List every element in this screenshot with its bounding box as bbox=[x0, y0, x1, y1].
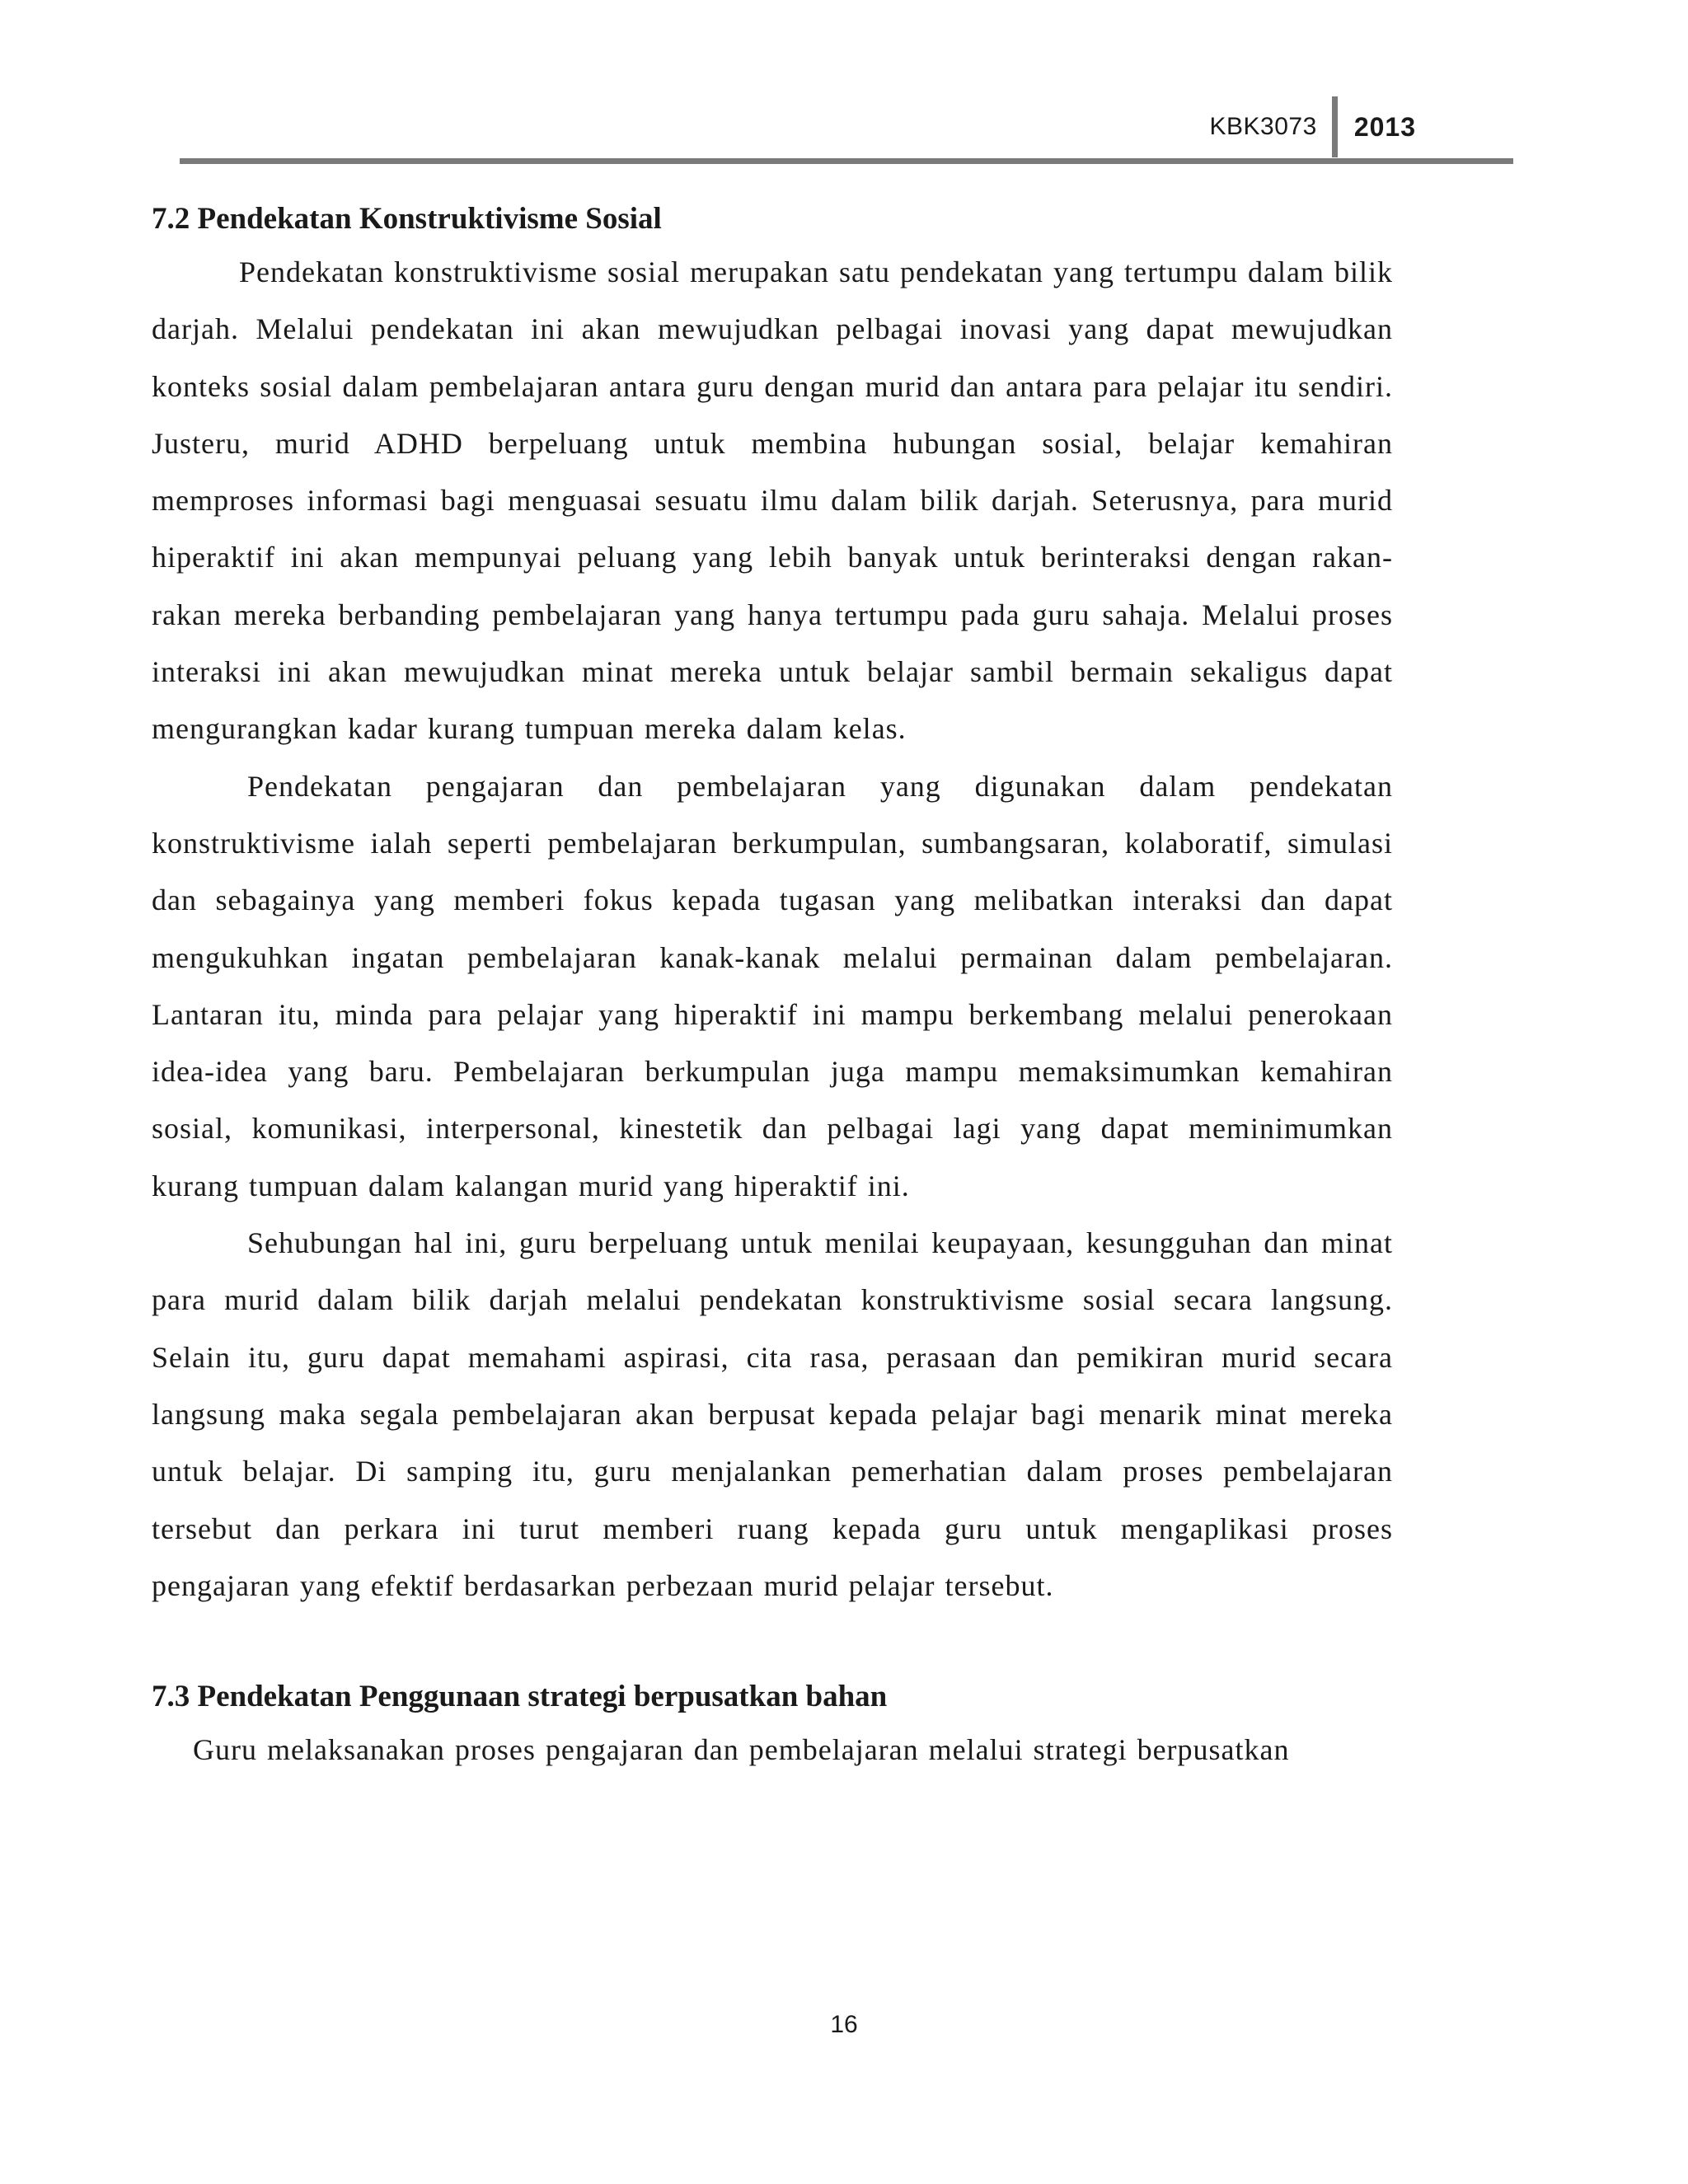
page-content bbox=[152, 194, 1393, 1779]
paragraph-7-2-1: Pendekatan konstruktivisme sosial merupakan satu pendekatan yang tertumpu dalam bilik darjah. Melalui pendekatan ini akan mewujudkan pelbagai inovasi yang dapat mewujudkan konteks sosial dalam pembelajaran antara guru dengan murid dan antara para pelajar itu sendiri. Justeru, murid ADHD berpeluang untuk membina hubungan sosial, belajar kemahiran memproses informasi bagi menguasai sesuatu ilmu dalam bilik darjah. Seterusnya, para murid hiperaktif ini akan mempunyai peluang yang lebih banyak untuk berinteraksi dengan rakan-rakan mereka berbanding pembelajaran yang hanya tertumpu pada guru sahaja. Melalui proses interaksi ini akan mewujudkan minat mereka untuk belajar sambil bermain sekaligus dapat mengurangkan kadar kurang tumpuan mereka dalam kelas. bbox=[152, 255, 1393, 746]
page-header bbox=[1210, 97, 1416, 157]
paragraph-7-3-1: Guru melaksanakan proses pengajaran dan pembelajaran melalui strategi berpusatkan bbox=[193, 1733, 1290, 1767]
paragraph-7-2-3: Sehubungan hal ini, guru berpeluang untuk menilai keupayaan, kesungguhan dan minat para murid dalam bilik darjah melalui pendekatan konstruktivisme sosial secara langsung. Selain itu, guru dapat memahami aspirasi, cita rasa, perasaan dan pemikiran murid secara langsung maka segala pembelajaran akan berpusat kepada pelajar bagi menarik minat mereka untuk belajar. Di samping itu, guru menjalankan pemerhatian dalam proses pembelajaran tersebut dan perkara ini turut memberi ruang kepada guru untuk mengaplikasi proses pengajaran yang efektif berdasarkan perbezaan murid pelajar tersebut. bbox=[152, 1226, 1393, 1602]
page-number: 16 bbox=[830, 2011, 858, 2038]
course-code: KBK3073 bbox=[1209, 113, 1317, 140]
header-separator bbox=[1332, 96, 1338, 157]
header-year: 2013 bbox=[1353, 111, 1416, 142]
section-heading-7-3: 7.3 Pendekatan Penggunaan strategi berpusatkan bahan bbox=[152, 1680, 888, 1714]
section-gap bbox=[152, 1615, 1393, 1672]
section-heading-7-2: 7.2 Pendekatan Konstruktivisme Sosial bbox=[152, 202, 662, 236]
paragraph-7-2-2: Pendekatan pengajaran dan pembelajaran yang digunakan dalam pendekatan konstruktivisme ialah seperti pembelajaran berkumpulan, sumbangsaran, kolaboratif, simulasi dan sebagainya yang memberi fokus kepada tugasan yang melibatkan interaksi dan dapat mengukuhkan ingatan pembelajaran kanak-kanak melalui permainan dalam pembelajaran. Lantaran itu, minda para pelajar yang hiperaktif ini mampu berkembang melalui penerokaan idea-idea yang baru. Pembelajaran berkumpulan juga mampu memaksimumkan kemahiran sosial, komunikasi, interpersonal, kinestetik dan pelbagai lagi yang dapat meminimumkan kurang tumpuan dalam kalangan murid yang hiperaktif ini. bbox=[152, 769, 1393, 1202]
header-rule bbox=[180, 158, 1513, 164]
